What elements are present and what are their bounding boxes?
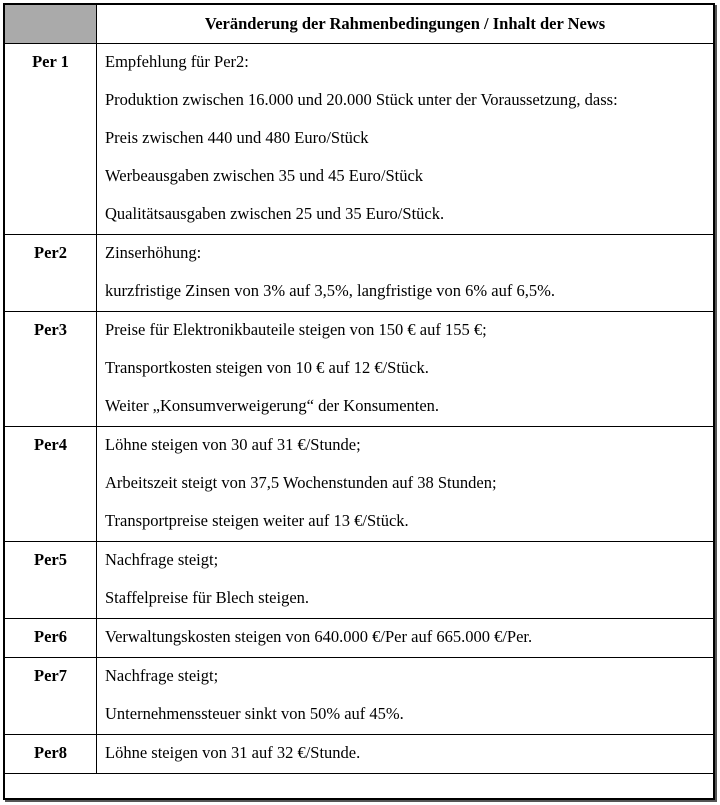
news-line: Preis zwischen 440 und 480 Euro/Stück [105, 128, 369, 147]
news-line: Nachfrage steigt; [105, 550, 219, 569]
table-row [5, 44, 714, 235]
news-line: Werbeausgaben zwischen 35 und 45 Euro/Stück [105, 166, 424, 185]
news-line: Produktion zwischen 16.000 und 20.000 Stück unter der Voraussetzung, dass: [105, 90, 618, 109]
period-label: Per7 [5, 658, 97, 735]
news-content [97, 735, 714, 774]
period-label: Per 1 [5, 44, 97, 235]
period-label: Per2 [5, 235, 97, 312]
table-row [5, 658, 714, 735]
news-line: Arbeitszeit steigt von 37,5 Wochenstunden auf 38 Stunden; [105, 473, 497, 492]
news-line: Nachfrage steigt; [105, 666, 219, 685]
news-content [97, 542, 714, 619]
table-row [5, 619, 714, 658]
news-line: Staffelpreise für Blech steigen. [105, 588, 310, 607]
news-line: Preise für Elektronikbauteile steigen von 150 € auf 155 €; [105, 320, 487, 339]
news-line: Transportpreise steigen weiter auf 13 €/Stück. [105, 511, 409, 530]
news-content [97, 235, 714, 312]
news-line: Zinserhöhung: [105, 243, 202, 262]
table-row [5, 735, 714, 774]
news-line: Empfehlung für Per2: [105, 52, 249, 71]
period-label: Per4 [5, 427, 97, 542]
table-row [5, 427, 714, 542]
news-content [97, 44, 714, 235]
news-content [97, 658, 714, 735]
news-line: kurzfristige Zinsen von 3% auf 3,5%, langfristige von 6% auf 6,5%. [105, 281, 555, 300]
news-line: Verwaltungskosten steigen von 640.000 €/Per auf 665.000 €/Per. [105, 627, 533, 646]
news-content [97, 619, 714, 658]
news-line: Löhne steigen von 30 auf 31 €/Stunde; [105, 435, 361, 454]
header-title: Veränderung der Rahmenbedingungen / Inhalt der News [97, 5, 714, 44]
news-line: Unternehmenssteuer sinkt von 50% auf 45%. [105, 704, 404, 723]
news-line: Transportkosten steigen von 10 € auf 12 €/Stück. [105, 358, 429, 377]
table-row [5, 235, 714, 312]
period-label: Per5 [5, 542, 97, 619]
table-row [5, 542, 714, 619]
news-line: Löhne steigen von 31 auf 32 €/Stunde. [105, 743, 361, 762]
header-row [5, 5, 714, 44]
period-label: Per8 [5, 735, 97, 774]
header-corner-cell [5, 5, 97, 44]
news-line: Weiter „Konsumverweigerung“ der Konsumenten. [105, 396, 440, 415]
table-row [5, 312, 714, 427]
news-content [97, 427, 714, 542]
period-label: Per6 [5, 619, 97, 658]
news-content [97, 312, 714, 427]
news-table [4, 4, 714, 774]
news-line: Qualitätsausgaben zwischen 25 und 35 Euro/Stück. [105, 204, 445, 223]
table-body [5, 44, 714, 774]
period-label: Per3 [5, 312, 97, 427]
